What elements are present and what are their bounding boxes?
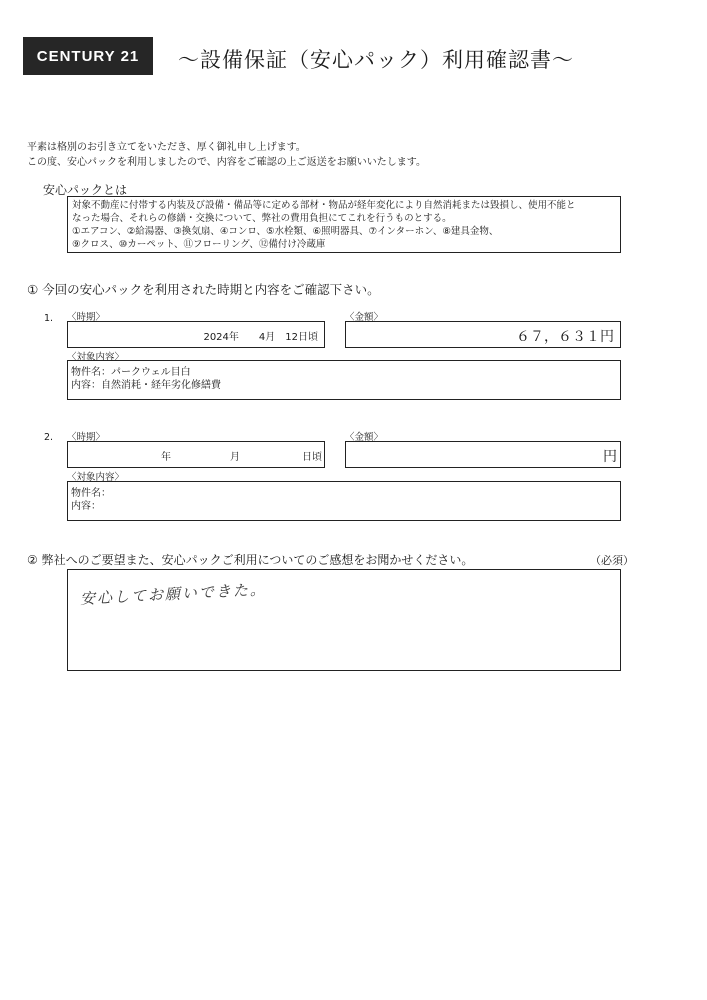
intro-line-1: 平素は格別のお引き立てをいただき、厚く御礼申し上げます。	[27, 142, 306, 153]
feedback-box[interactable]	[67, 569, 621, 671]
entry1-content-line: 内容：自然消耗・経年劣化修繕費	[71, 380, 221, 391]
entry1-target-label: 〈対象内容〉	[67, 352, 125, 363]
entry1-property-line: 物件名：パークウェル目白	[71, 367, 191, 378]
definition-line: ①エアコン、②給湯器、③換気扇、④コンロ、⑤水栓類、⑥照明器具、⑦インターホン、⑧建具金物、	[72, 226, 499, 237]
entry2-target-label: 〈対象内容〉	[67, 472, 125, 483]
entry2-amount-value: 円	[603, 449, 617, 465]
definition-line: ⑨クロス、⑩カーペット、⑪フローリング、⑫備付け冷蔵庫	[72, 239, 326, 250]
section2-heading: ② 弊社へのご要望また、安心パックご利用についてのご感想をお聞かせください。	[27, 553, 474, 567]
entry1-number: 1.	[44, 313, 54, 324]
entry2-month-unit: 月	[230, 452, 240, 463]
entry1-target-field[interactable]	[67, 360, 621, 400]
entry1-amount-label: 〈金額〉	[345, 312, 384, 323]
definition-line: 対象不動産に付帯する内装及び設備・備品等に定める部材・物品が経年変化により自然消耗または毀損し、使用不能と	[72, 200, 576, 211]
required-label: （必須）	[590, 554, 634, 567]
entry2-period-label: 〈時期〉	[67, 432, 106, 443]
entry1-period-value: 2024年 4月 12日頃	[203, 332, 318, 343]
document-title: ～設備保証（安心パック）利用確認書～	[178, 48, 574, 72]
entry1-period-field[interactable]	[67, 321, 325, 348]
century21-logo: CENTURY 21	[23, 37, 153, 75]
entry2-amount-field[interactable]	[345, 441, 621, 468]
handwritten-response: 安心してお願いできた。	[79, 580, 268, 608]
entry1-amount-field[interactable]	[345, 321, 621, 348]
entry1-amount-value: ６７，６３１円	[516, 329, 614, 345]
entry2-year-unit: 年	[161, 452, 171, 463]
entry2-period-field[interactable]	[67, 441, 325, 468]
entry2-target-field[interactable]	[67, 481, 621, 521]
entry1-period-label: 〈時期〉	[67, 312, 106, 323]
entry2-number: 2.	[44, 432, 54, 443]
entry2-property-line: 物件名：	[71, 488, 111, 499]
section1-heading: ① 今回の安心パックを利用された時期と内容をご確認下さい。	[27, 282, 380, 297]
entry2-content-line: 内容：	[71, 501, 101, 512]
entry2-amount-label: 〈金額〉	[345, 432, 384, 443]
definition-line: なった場合、それらの修繕・交換について、弊社の費用負担にてこれを行うものとする。	[72, 213, 452, 224]
intro-line-2: この度、安心パックを利用しましたので、内容をご確認の上ご返送をお願いいたします。	[27, 157, 426, 168]
definition-box	[67, 196, 621, 253]
definition-heading: 安心パックとは	[43, 183, 128, 197]
entry2-day-unit: 日頃	[302, 452, 322, 463]
